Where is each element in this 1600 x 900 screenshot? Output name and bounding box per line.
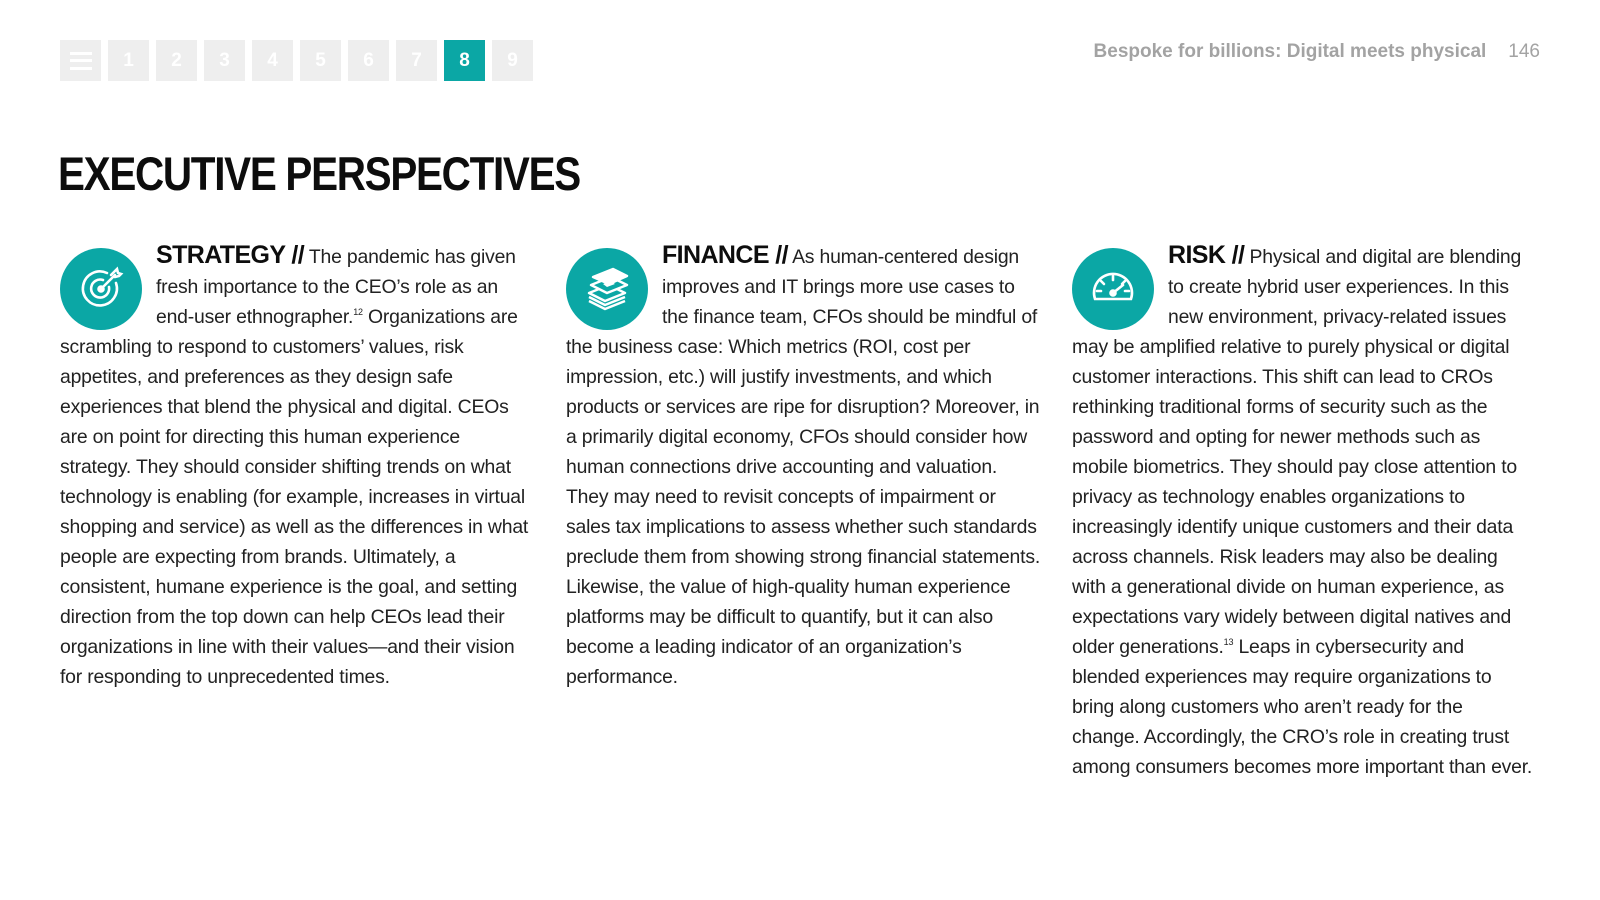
finance-column (566, 240, 1042, 692)
finance-text: As human-centered design improves and IT brings more use cases to the finance team, CFOs should be mindful of the business case: Which metrics (ROI, cost per impression, etc.) will justify investments, and which products or services are ripe for disruption? Moreover, in a primarily digital economy, CFOs should consider how human connections drive accounting and valuation. They may need to revisit concepts of impairment or sales tax implications to assess whether such standards preclude them from showing strong financial statements. Likewise, the value of high-quality human experience platforms may be difficult to quantify, but it can also become a leading indicator of an organization’s performance. (566, 246, 1041, 688)
strategy-lead: STRATEGY // (156, 241, 305, 269)
risk-column (1072, 240, 1534, 782)
document-header (1094, 40, 1540, 64)
page-number: 146 (1508, 41, 1540, 62)
risk-text-a: Physical and digital are blending to create hybrid user experiences. In this new environment, privacy-related issues may be amplified relative to purely physical or digital customer interactions. This shift can lead to CROs rethinking traditional forms of security such as the password and opting for newer methods such as mobile biometrics. They should pay close attention to privacy as technology enables organizations to increasingly identify unique customers and their data across channels. Risk leaders may also be dealing with a generational divide on human experience, as expectations vary widely between digital natives and older generations. (1072, 246, 1522, 658)
risk-footnote-ref[interactable]: 13 (1223, 637, 1234, 647)
nav-page-3[interactable]: 3 (204, 40, 245, 81)
target-icon (60, 248, 142, 330)
hamburger-menu-icon (70, 52, 92, 70)
nav-page-6[interactable]: 6 (348, 40, 389, 81)
risk-text-b: Leaps in cybersecurity and blended experiences may require organizations to bring along customers who aren’t ready for the change. Accordingly, the CRO’s role in creating trust among consumers becomes more important than ever. (1072, 636, 1533, 778)
strategy-footnote-ref[interactable]: 12 (353, 307, 363, 317)
nav-page-5[interactable]: 5 (300, 40, 341, 81)
nav-page-7[interactable]: 7 (396, 40, 437, 81)
money-stack-icon (566, 248, 648, 330)
nav-page-9[interactable]: 9 (492, 40, 533, 81)
finance-lead: FINANCE // (662, 241, 788, 269)
document-title: Bespoke for billions: Digital meets physical (1093, 41, 1487, 62)
nav-page-4[interactable]: 4 (252, 40, 293, 81)
strategy-text-b: Organizations are scrambling to respond to customers’ values, risk appetites, and preferences as they design safe experiences that blend the physical and digital. CEOs are on point for directing this human experience strategy. They should consider shifting trends on what technology is enabling (for example, increases in virtual shopping and service) as well as the differences in what people are expecting from brands. Ultimately, a consistent, humane experience is the goal, and setting direction from the top down can help CEOs lead their organizations in line with their values—and their vision for responding to unprecedented times. (60, 306, 529, 688)
risk-lead: RISK // (1168, 241, 1245, 269)
nav-page-8-active[interactable]: 8 (444, 40, 485, 81)
risk-paragraph (1072, 240, 1534, 782)
nav-page-1[interactable]: 1 (108, 40, 149, 81)
strategy-column (60, 240, 536, 692)
page-navigation (60, 40, 533, 81)
nav-page-2[interactable]: 2 (156, 40, 197, 81)
speedometer-icon (1072, 248, 1154, 330)
page-title: EXECUTIVE PERSPECTIVES (58, 147, 580, 200)
menu-button[interactable] (60, 40, 101, 81)
strategy-text-a: The pandemic has given fresh importance to the CEO’s role as an end-user ethnographer. (156, 246, 516, 328)
